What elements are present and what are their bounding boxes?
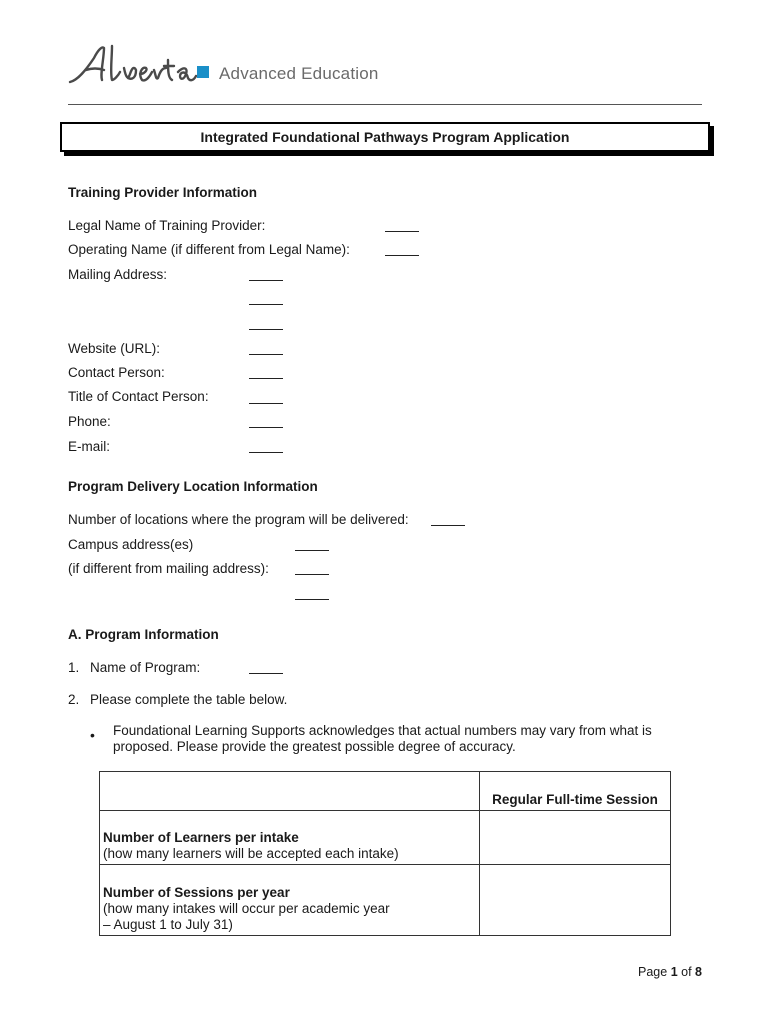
sessions-per-year-note-2: – August 1 to July 31) — [103, 917, 233, 932]
of-word: of — [681, 965, 692, 979]
mailing-address-field-1[interactable] — [249, 280, 283, 281]
item-2-number: 2. — [68, 692, 80, 707]
locations-count-label: Number of locations where the program will be delivered: — [68, 512, 409, 527]
program-table — [99, 771, 671, 936]
campus-address-label: Campus address(es) — [68, 537, 194, 552]
operating-name-label: Operating Name (if different from Legal Name): — [68, 242, 350, 257]
program-information-heading: A. Program Information — [68, 627, 219, 642]
campus-address-field-1[interactable] — [295, 550, 329, 551]
page-word: Page — [638, 965, 668, 979]
phone-label: Phone: — [68, 414, 111, 429]
regular-session-header: Regular Full-time Session — [480, 772, 671, 811]
program-name-label: Name of Program: — [90, 660, 201, 675]
table-header-blank — [100, 772, 480, 811]
bullet-icon: • — [90, 727, 95, 743]
sessions-per-year-note: (how many intakes will occur per academic year — [103, 901, 390, 916]
learners-per-intake-cell — [100, 811, 480, 865]
sessions-per-year-title: Number of Sessions per year — [103, 885, 290, 900]
page-total: 8 — [695, 965, 702, 979]
training-provider-heading: Training Provider Information — [68, 185, 258, 200]
table-row — [100, 811, 671, 865]
sessions-per-year-input[interactable] — [480, 865, 671, 936]
mailing-address-field-3[interactable] — [249, 329, 283, 330]
campus-address-field-3[interactable] — [295, 599, 329, 600]
email-label: E-mail: — [68, 439, 111, 454]
email-field[interactable] — [249, 452, 283, 453]
sessions-per-year-cell — [100, 865, 480, 936]
page-number — [638, 965, 702, 979]
item-1-number: 1. — [68, 660, 80, 675]
operating-name-field[interactable] — [385, 255, 419, 256]
accuracy-note: Foundational Learning Supports acknowledges that actual numbers may vary from what is proposed. Please provide the greatest possible degree of accuracy. — [113, 723, 652, 754]
campus-address-note: (if different from mailing address): — [68, 561, 269, 576]
website-field[interactable] — [249, 354, 283, 355]
locations-count-field[interactable] — [431, 525, 465, 526]
header-divider — [68, 104, 702, 105]
legal-name-label: Legal Name of Training Provider: — [68, 218, 266, 233]
page-current: 1 — [670, 965, 678, 979]
logo-square-icon — [197, 66, 209, 78]
website-label: Website (URL): — [68, 341, 161, 356]
phone-field[interactable] — [249, 427, 283, 428]
delivery-location-heading: Program Delivery Location Information — [68, 479, 318, 494]
program-name-field[interactable] — [249, 673, 283, 674]
complete-table-instruction: Please complete the table below. — [90, 692, 288, 707]
legal-name-field[interactable] — [385, 231, 419, 232]
contact-title-label: Title of Contact Person: — [68, 389, 209, 404]
contact-title-field[interactable] — [249, 403, 283, 404]
table-row — [100, 865, 671, 936]
mailing-address-label: Mailing Address: — [68, 267, 168, 282]
learners-per-intake-note: (how many learners will be accepted each intake) — [103, 846, 399, 861]
learners-per-intake-title: Number of Learners per intake — [103, 830, 299, 845]
department-name: Advanced Education — [219, 64, 379, 83]
mailing-address-field-2[interactable] — [249, 304, 283, 305]
learners-per-intake-input[interactable] — [480, 811, 671, 865]
contact-person-label: Contact Person: — [68, 365, 165, 380]
form-title: Integrated Foundational Pathways Program Application — [60, 122, 710, 152]
campus-address-field-2[interactable] — [295, 574, 329, 575]
contact-person-field[interactable] — [249, 378, 283, 379]
alberta-logo — [68, 40, 208, 90]
table-header-row — [100, 772, 671, 811]
